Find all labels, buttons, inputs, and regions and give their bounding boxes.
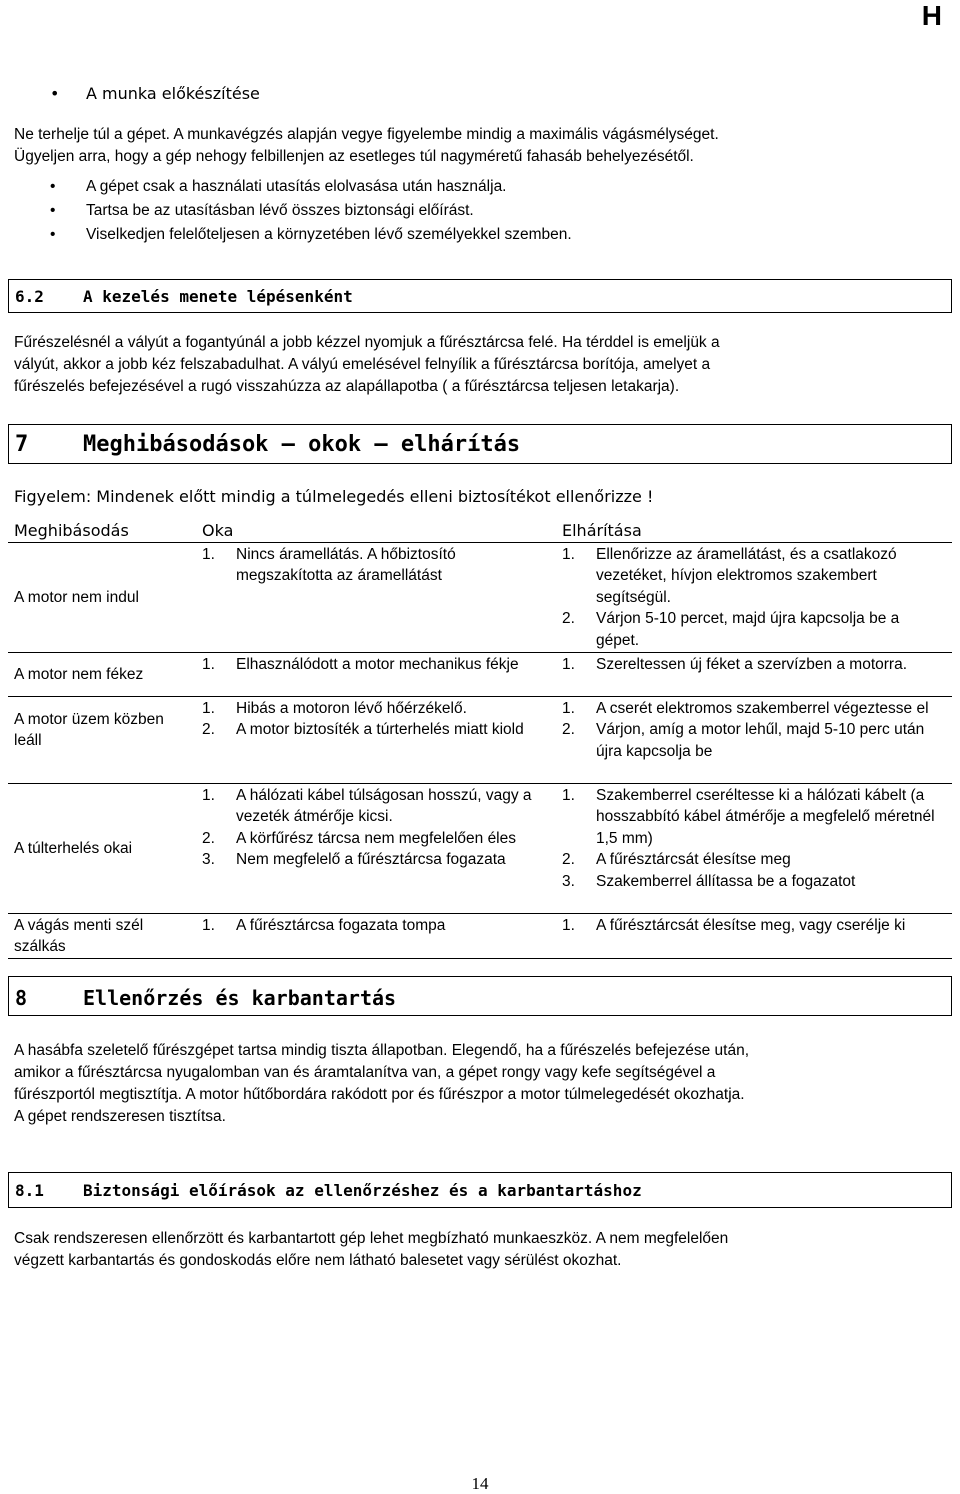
work-prep-intro: Ne terhelje túl a gépet. A munkavégzés alapján vegye figyelembe mindig a maximális vágásmélységet. Ügyeljen arra, hogy a gép nehogy felbillenjen az esetleges túl nagyméretű fahasáb behelyezésétől. bbox=[14, 126, 719, 165]
list-item: 1. Hibás a motoron lévő hőérzékelő. bbox=[202, 699, 467, 717]
header-cause: Oka bbox=[196, 520, 556, 542]
header-fault: Meghibásodás bbox=[8, 520, 196, 542]
remedy-cell bbox=[556, 783, 952, 913]
remedy-cell bbox=[556, 913, 952, 958]
remedy-cell bbox=[556, 652, 952, 696]
list-item: 1. A fűrésztárcsa fogazata tompa bbox=[202, 916, 446, 934]
list-item: 1. Ellenőrizze az áramellátást, és a csatlakozó vezetéket, hívjon elektromos szakembert segítségül. bbox=[562, 545, 897, 606]
overheat-warning: Figyelem: Mindenek előtt mindig a túlmelegedés elleni biztosítékot ellenőrizze ! bbox=[14, 487, 654, 506]
list-item: 1. Nincs áramellátás. A hőbiztosító megszakította az áramellátást bbox=[202, 545, 456, 584]
section-8-body: A hasábfa szeletelő fűrészgépet tartsa mindig tiszta állapotban. Elegendő, ha a fűrészelés befejezése után, amikor a fűrésztárcsa nyugalomban van és áramtalanítva van, a gépet rongy vagy kefe segítségével a fűrészportól megtisztítja. A motor hűtőbordára rakódott por és fűrészpor a motor túlmelegedését okozhatja. A gépet rendszeresen tisztítsa. bbox=[14, 1042, 750, 1125]
list-item: 2. A motor biztosíték a túrterhelés miatt kiold bbox=[202, 721, 524, 738]
fault-cell: A motor nem indul bbox=[8, 542, 196, 652]
list-item: 1. Szakemberrel cseréltesse ki a hálózati kábelt (a hosszabbító kábel átmérője a megfelelő méretnél 1,5 mm) bbox=[562, 786, 935, 847]
list-item: 2. Várjon, amíg a motor lehűl, majd 5-10 perc után újra kapcsolja be bbox=[562, 721, 925, 760]
table-row bbox=[8, 652, 952, 696]
list-item: 1. Szereltessen új féket a szervízben a motorra. bbox=[562, 655, 908, 673]
fault-table bbox=[8, 520, 952, 959]
fault-cell: A túlterhelés okai bbox=[8, 783, 196, 913]
table-row bbox=[8, 542, 952, 652]
section-8-1-heading: 8.1 Biztonsági előírások az ellenőrzéshez és a karbantartáshoz bbox=[8, 1172, 952, 1208]
list-item: 1. A cserét elektromos szakemberrel végeztesse el bbox=[562, 699, 929, 717]
list-item: 1. Elhasználódott a motor mechanikus fékje bbox=[202, 655, 519, 673]
section-6-2-heading: 6.2 A kezelés menete lépésenként bbox=[8, 279, 952, 313]
page-number: 14 bbox=[471, 1474, 489, 1493]
cause-cell bbox=[196, 696, 556, 783]
fault-cell: A motor üzem közben leáll bbox=[8, 696, 196, 783]
list-item: 1. A hálózati kábel túlságosan hosszú, vagy a vezeték átmérője kicsi. bbox=[202, 786, 532, 825]
section-8-1-body: Csak rendszeresen ellenőrzött és karbantartott gép lehet megbízható munkaeszköz. A nem megfelelően végzett karbantartás és gondoskodás előre nem látható balesetet vagy sérülést okozhat. bbox=[14, 1230, 729, 1269]
work-prep-heading: • A munka előkészítése bbox=[50, 84, 930, 103]
list-item: 2. A fűrésztárcsát élesítse meg bbox=[562, 851, 791, 868]
remedy-cell bbox=[556, 542, 952, 652]
cause-cell bbox=[196, 652, 556, 696]
page-mark: H bbox=[921, 0, 942, 31]
header-remedy: Elhárítása bbox=[556, 520, 952, 542]
table-row bbox=[8, 696, 952, 783]
fault-table-header bbox=[8, 520, 952, 542]
work-prep-bullet-1: • A gépet csak a használati utasítás elolvasása után használja. bbox=[50, 178, 930, 196]
list-item: 2. A körfűrész tárcsa nem megfelelően éles bbox=[202, 829, 516, 847]
work-prep-bullet-3: • Viselkedjen felelőteljesen a környzetében lévő személyekkel szemben. bbox=[50, 226, 930, 244]
list-item: 3. Szakemberrel állítassa be a fogazatot bbox=[562, 872, 856, 890]
list-item: 3. Nem megfelelő a fűrésztárcsa fogazata bbox=[202, 851, 506, 868]
fault-cell: A motor nem fékez bbox=[8, 652, 196, 696]
section-6-2-body: Fűrészelésnél a vályút a fogantyúnál a jobb kézzel nyomjuk a fűrésztárcsa felé. Ha térddel is emeljük a vályút, akkor a jobb kéz felszabadulhat. A vályú emelésével felnyílik a fűrésztárcsa borítója, amelyet a fűrészelés befejezésével a rugó visszahúzza az alapállapotba ( a fűrésztárcsa teljesen letakarja). bbox=[14, 334, 720, 395]
remedy-cell bbox=[556, 696, 952, 783]
cause-cell bbox=[196, 783, 556, 913]
list-item: 1. A fűrésztárcsát élesítse meg, vagy cserélje ki bbox=[562, 916, 906, 934]
table-row bbox=[8, 783, 952, 913]
section-8-heading: 8 Ellenőrzés és karbantartás bbox=[8, 976, 952, 1016]
list-item: 2. Várjon 5-10 percet, majd újra kapcsolja be a gépet. bbox=[562, 610, 900, 649]
cause-cell bbox=[196, 542, 556, 652]
fault-cell: A vágás menti szél szálkás bbox=[8, 913, 196, 958]
section-7-heading: 7 Meghibásodások – okok – elhárítás bbox=[8, 424, 952, 464]
work-prep-bullet-2: • Tartsa be az utasításban lévő összes biztonsági előírást. bbox=[50, 202, 930, 220]
cause-cell bbox=[196, 913, 556, 958]
table-row bbox=[8, 913, 952, 958]
